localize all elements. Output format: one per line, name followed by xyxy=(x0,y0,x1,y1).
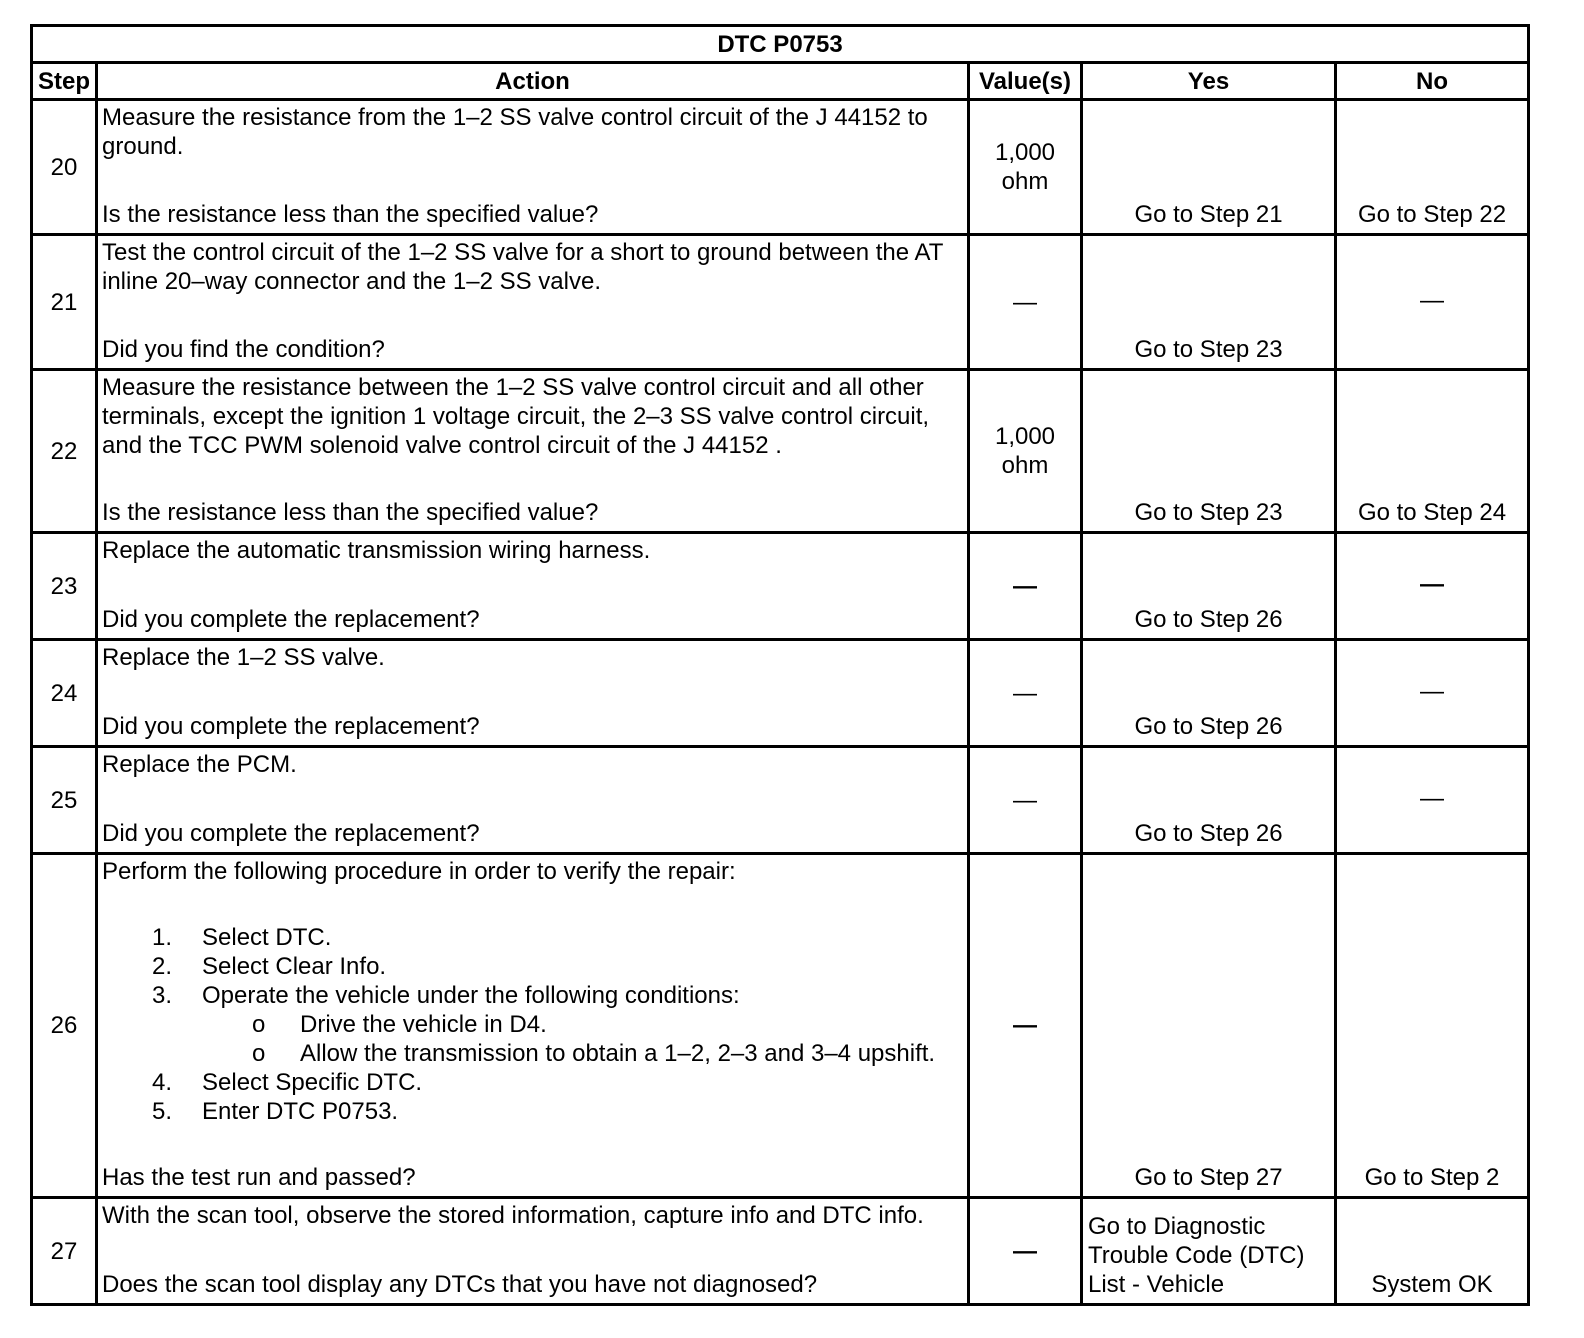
header-step: Step xyxy=(32,63,97,100)
value-cell: — xyxy=(969,854,1082,1198)
action-text: With the scan tool, observe the stored information, capture info and DTC info. xyxy=(102,1202,924,1229)
list-item: 4. Select Specific DTC. xyxy=(152,1069,423,1096)
table-row xyxy=(32,235,1529,370)
step-number: 25 xyxy=(32,747,97,854)
value-cell: — xyxy=(969,747,1082,854)
bullet-icon: o xyxy=(252,1040,266,1067)
no-value: — xyxy=(1336,533,1529,640)
action-question: Did you complete the replacement? xyxy=(102,820,480,847)
list-item: 3. Operate the vehicle under the following conditions: xyxy=(152,982,740,1009)
sub-list-item: o Allow the transmission to obtain a 1–2, 2–3 and 3–4 upshift. xyxy=(252,1040,936,1067)
header-yes: Yes xyxy=(1082,63,1336,100)
yes-link[interactable]: Go to Step 23 xyxy=(1082,370,1336,533)
value-cell: — xyxy=(969,235,1082,370)
action-question: Does the scan tool display any DTCs that you have not diagnosed? xyxy=(102,1271,818,1298)
bullet-icon: o xyxy=(252,1011,266,1038)
step-number: 24 xyxy=(32,640,97,747)
action-question: Did you find the condition? xyxy=(102,336,385,363)
value-line: 1,000 xyxy=(994,139,1056,166)
value-unit: ohm xyxy=(1001,168,1049,195)
action-question: Did you complete the replacement? xyxy=(102,713,480,740)
step-number: 20 xyxy=(32,100,97,235)
header-action: Action xyxy=(97,63,969,100)
table-row xyxy=(32,640,1529,747)
action-cell xyxy=(97,370,969,533)
no-value: — xyxy=(1336,235,1529,370)
value-line: 1,000 xyxy=(994,423,1056,450)
value-cell xyxy=(969,100,1082,235)
list-item: 5. Enter DTC P0753. xyxy=(152,1098,399,1125)
table-title: DTC P0753 xyxy=(32,26,1529,63)
action-cell xyxy=(97,235,969,370)
action-text: Replace the automatic transmission wiring harness. xyxy=(102,537,651,564)
table-row xyxy=(32,533,1529,640)
table-row xyxy=(32,370,1529,533)
no-value: — xyxy=(1336,640,1529,747)
action-cell xyxy=(97,854,969,1198)
no-result: System OK xyxy=(1336,1198,1529,1305)
value-unit: ohm xyxy=(1001,452,1049,479)
step-number: 23 xyxy=(32,533,97,640)
step-number: 21 xyxy=(32,235,97,370)
header-values: Value(s) xyxy=(969,63,1082,100)
yes-link[interactable]: Go to Diagnostic Trouble Code (DTC) List - Vehicle xyxy=(1082,1198,1336,1305)
value-cell: — xyxy=(969,533,1082,640)
sub-list-item: o Drive the vehicle in D4. xyxy=(252,1011,547,1038)
yes-link[interactable]: Go to Step 26 xyxy=(1082,533,1336,640)
step-number: 22 xyxy=(32,370,97,533)
no-link[interactable]: Go to Step 22 xyxy=(1336,100,1529,235)
list-item: 1. Select DTC. xyxy=(152,924,332,951)
action-cell xyxy=(97,747,969,854)
list-item: 2. Select Clear Info. xyxy=(152,953,387,980)
table-row xyxy=(32,854,1529,1198)
yes-link[interactable]: Go to Step 26 xyxy=(1082,640,1336,747)
action-question: Has the test run and passed? xyxy=(102,1164,416,1191)
value-cell xyxy=(969,370,1082,533)
header-no: No xyxy=(1336,63,1529,100)
yes-link[interactable]: Go to Step 27 xyxy=(1082,854,1336,1198)
dtc-table xyxy=(30,24,1530,1306)
no-value: — xyxy=(1336,747,1529,854)
action-cell xyxy=(97,640,969,747)
action-cell xyxy=(97,533,969,640)
action-text: Replace the 1–2 SS valve. xyxy=(102,644,385,671)
action-text: Perform the following procedure in order to verify the repair: xyxy=(102,858,736,885)
action-text: Replace the PCM. xyxy=(102,751,297,778)
yes-link[interactable]: Go to Step 23 xyxy=(1082,235,1336,370)
action-cell xyxy=(97,1198,969,1305)
action-text: Measure the resistance between the 1–2 SS valve control circuit and all other terminals, except the ignition 1 voltage circuit, the 2–3 SS valve control circuit, and the TCC PWM solenoid valve control circuit of the J 44152 . xyxy=(102,374,930,459)
no-link[interactable]: Go to Step 2 xyxy=(1336,854,1529,1198)
table-row xyxy=(32,747,1529,854)
value-cell: — xyxy=(969,640,1082,747)
no-link[interactable]: Go to Step 24 xyxy=(1336,370,1529,533)
yes-link[interactable]: Go to Step 21 xyxy=(1082,100,1336,235)
value-cell: — xyxy=(969,1198,1082,1305)
action-text: Test the control circuit of the 1–2 SS valve for a short to ground between the AT inline 20–way connector and the 1–2 SS valve. xyxy=(102,239,943,295)
step-number: 27 xyxy=(32,1198,97,1305)
action-question: Is the resistance less than the specified value? xyxy=(102,499,599,526)
action-cell xyxy=(97,100,969,235)
table-row xyxy=(32,1198,1529,1305)
table-row xyxy=(32,100,1529,235)
action-text: Measure the resistance from the 1–2 SS valve control circuit of the J 44152 to ground. xyxy=(102,104,928,160)
step-number: 26 xyxy=(32,854,97,1198)
action-question: Is the resistance less than the specified value? xyxy=(102,201,599,228)
action-question: Did you complete the replacement? xyxy=(102,606,480,633)
yes-link[interactable]: Go to Step 26 xyxy=(1082,747,1336,854)
procedure-list xyxy=(102,923,963,1126)
